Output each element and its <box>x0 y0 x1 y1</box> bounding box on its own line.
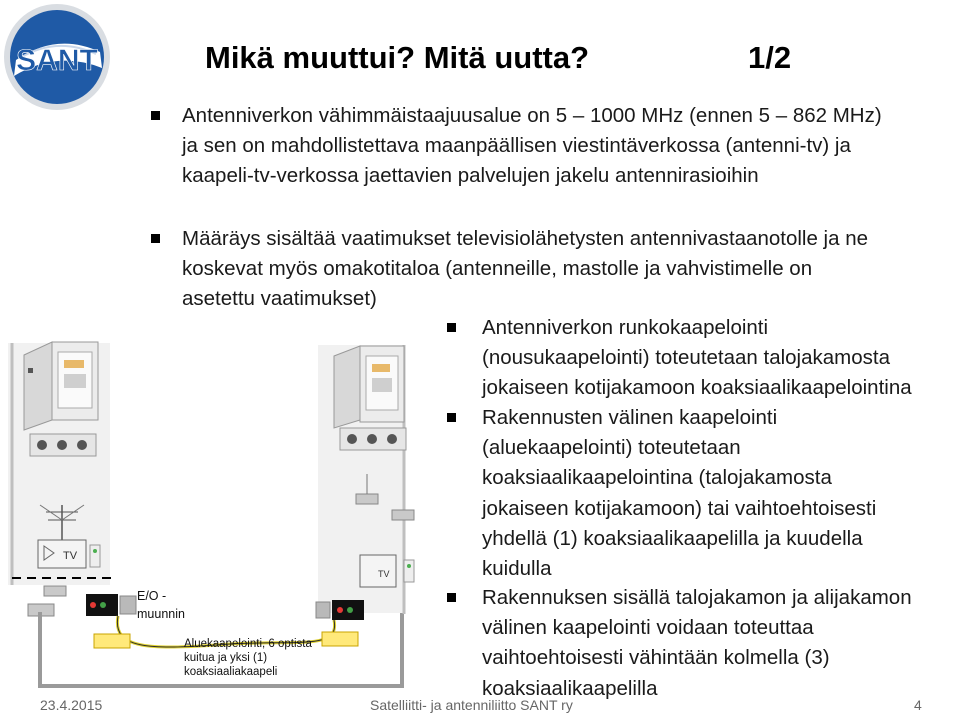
bullet-line: ja sen on mahdollistettava maanpäällisen viestintäverkossa (antenni-tv) ja <box>182 134 851 157</box>
subbullet-line: Rakennusten välinen kaapelointi <box>482 406 778 429</box>
subbullet-trunk-cabling <box>482 313 912 404</box>
bullet-line: Antenniverkon vähimmäistaajuusalue on 5 – 1000 MHz (ennen 5 – 862 MHz) <box>182 104 882 127</box>
bullet-square-icon <box>151 234 160 243</box>
footer-organization: Satelliitti- ja antenniliitto SANT ry <box>370 697 573 713</box>
slide-title: Mikä muuttui? Mitä uutta? <box>205 40 590 75</box>
bullet-square-icon <box>447 413 456 422</box>
footer-page-number: 4 <box>914 697 922 713</box>
subbullet-line: (aluekaapelointi) toteutetaan <box>482 436 741 460</box>
right-splice-box-icon <box>322 632 358 646</box>
subbullet-line: yhdellä (1) koaksiaalikaapelilla ja kuudella <box>482 526 863 550</box>
right-distribution-cabinet-icon <box>334 346 404 428</box>
tv-label: TV <box>378 569 390 579</box>
bullet-square-icon <box>447 323 456 332</box>
eo-converter-label <box>137 587 185 623</box>
left-splice-box-icon <box>94 634 130 648</box>
footer-date: 23.4.2015 <box>40 697 103 713</box>
subbullet-line: jokaiseen kotijakamoon) tai vaihtoehtoisesti <box>482 496 877 520</box>
logo-text: SANT <box>16 44 98 77</box>
subbullet-line: vaihtoehtoisesti vähintään kolmella (3) <box>482 646 830 670</box>
sant-logo <box>2 2 122 112</box>
cabling-diagram <box>0 330 440 690</box>
eo-converter-icon <box>86 594 136 616</box>
subbullet-line: välinen kaapelointi voidaan toteuttaa <box>482 616 814 640</box>
bullet-line: Määräys sisältää vaatimukset televisiolähetysten antennivastaanotolle ja ne <box>182 227 868 250</box>
bullet-regulation <box>182 224 868 314</box>
area-cabling-label <box>184 637 312 679</box>
right-wall-outlets-icon <box>340 428 406 450</box>
cable-label-line: Aluekaapelointi, 6 optista <box>184 638 312 650</box>
subbullet-line: jokaiseen kotijakamoon koaksiaalikaapelointina <box>482 376 912 400</box>
bullet-line: koskevat myös omakotitaloa (antenneille, mastolle ja vahvistimelle on <box>182 257 813 280</box>
bullet-square-icon <box>151 111 160 120</box>
tv-label: TV <box>63 550 78 562</box>
subbullet-internal-cabling <box>482 583 912 704</box>
subbullet-line: kuidulla <box>482 557 552 581</box>
bullet-frequency-range <box>182 101 882 191</box>
subbullet-line: Antenniverkon runkokaapelointi <box>482 316 769 339</box>
left-wall-outlets-icon <box>30 434 96 456</box>
eo-label-line: muunnin <box>137 607 185 621</box>
subbullet-area-cabling <box>482 403 876 584</box>
subbullet-line: koaksiaalikaapelointina (talojakamosta <box>482 466 832 490</box>
right-tv-icon <box>360 555 414 587</box>
left-amplifier-icon <box>28 586 66 616</box>
eo-label-line: E/O - <box>137 589 167 603</box>
subbullet-line: (nousukaapelointi) toteutetaan talojakamosta <box>482 346 890 370</box>
bullet-line: kaapeli-tv-verkossa jaettavien palvelujen jakelu antennirasioihin <box>182 164 759 187</box>
right-converter-icon <box>316 600 364 620</box>
page-fraction: 1/2 <box>748 40 792 75</box>
left-distribution-cabinet-icon <box>24 342 98 430</box>
cable-label-line: koaksiaaliakaapeli <box>184 666 278 678</box>
bullet-square-icon <box>447 593 456 602</box>
bullet-line: asetettu vaatimukset) <box>182 287 377 310</box>
subbullet-line: koaksiaalikaapelilla <box>482 676 658 700</box>
cable-label-line: kuitua ja yksi (1) <box>184 652 268 664</box>
subbullet-line: Rakennuksen sisällä talojakamon ja alijakamon <box>482 586 912 609</box>
